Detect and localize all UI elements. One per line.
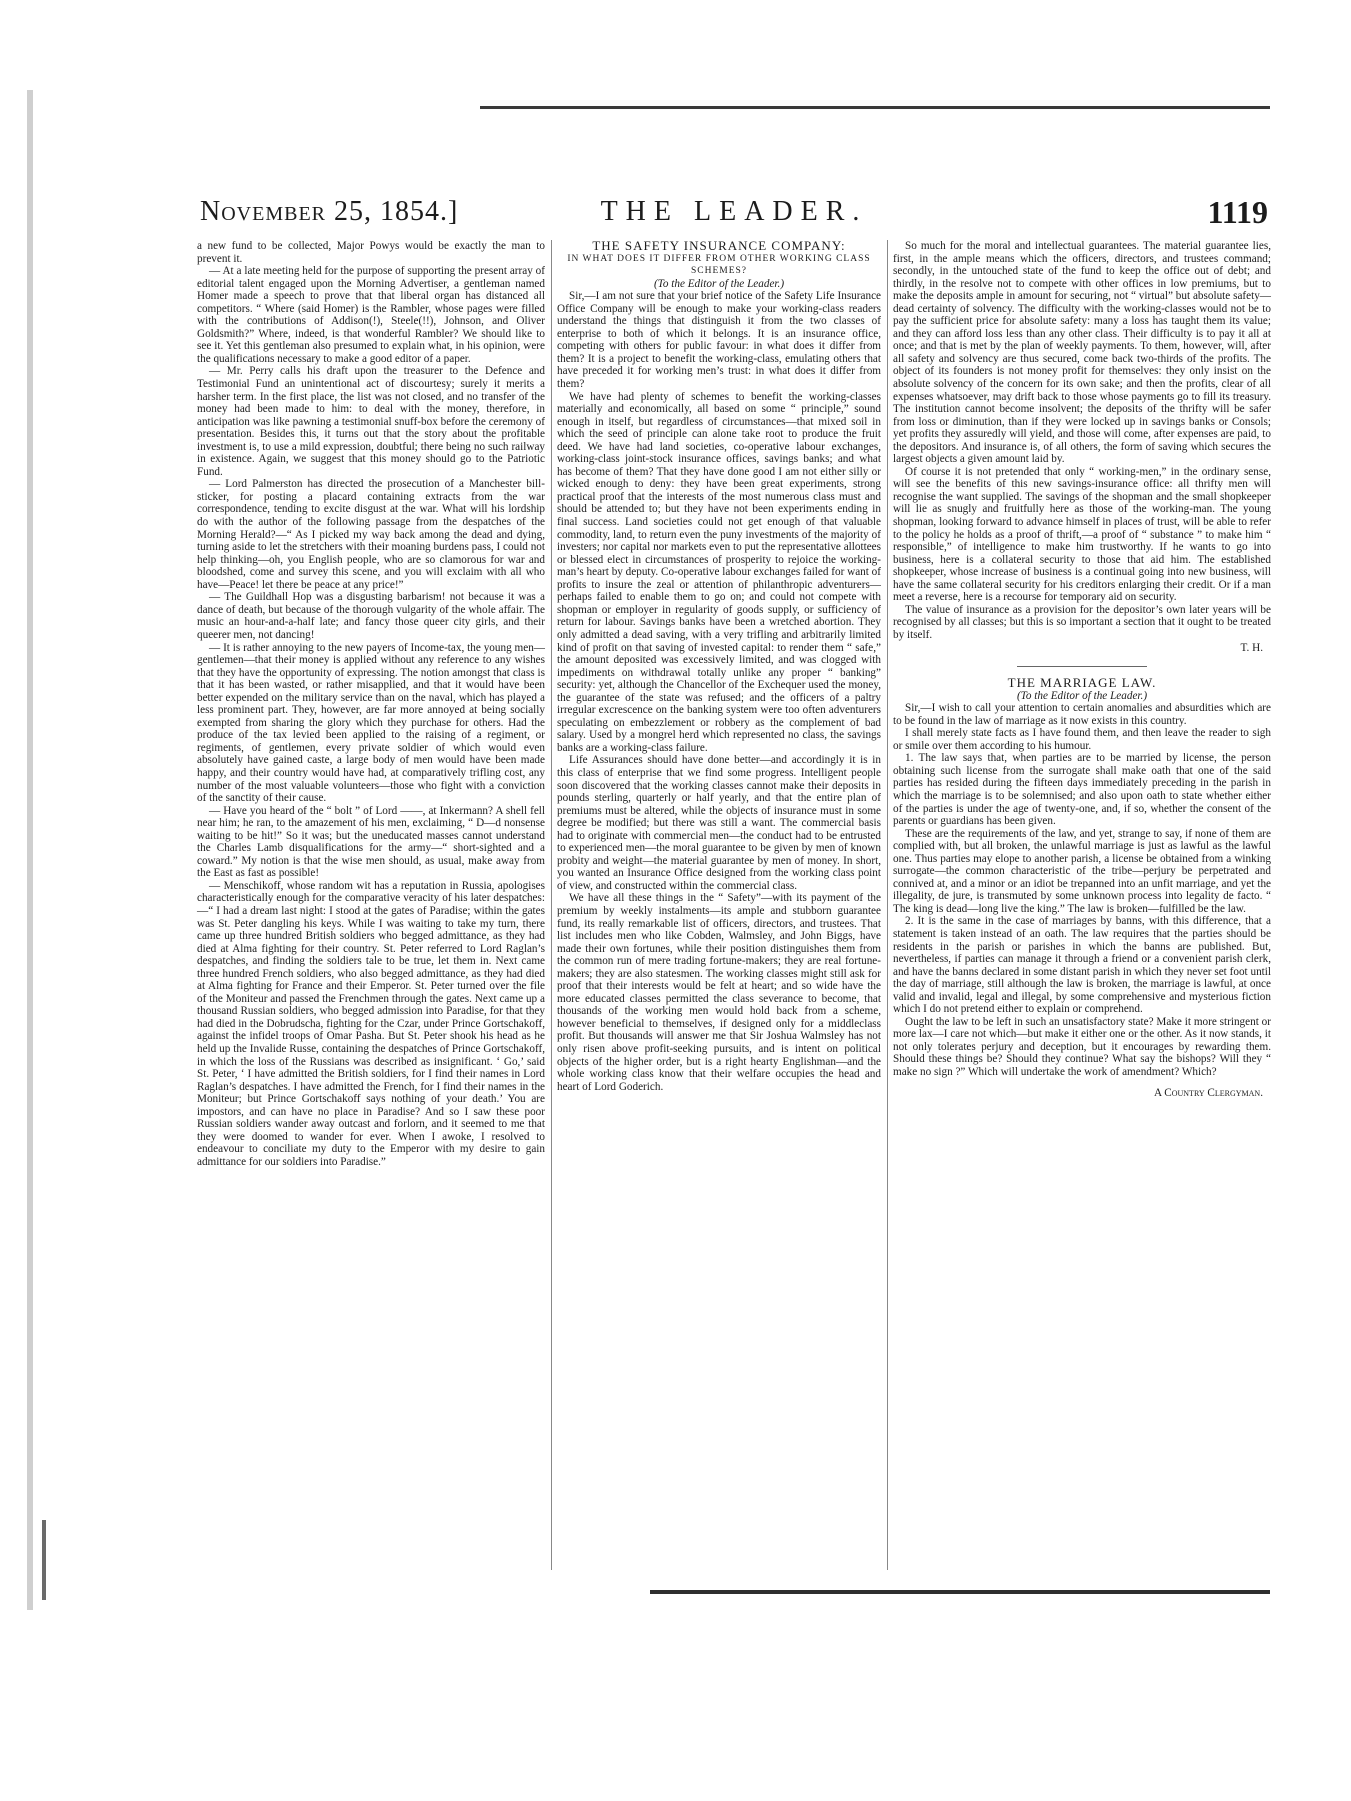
paragraph: I shall merely state facts as I have found them, and then leave the reader to sigh or smile over them according to his humour. (893, 727, 1271, 752)
top-border-rule (480, 106, 1270, 109)
issue-date: November 25, 1854.] (200, 196, 459, 227)
paragraph: So much for the moral and intellectual guarantees. The material guarantee lies, first, in the ample means which the officers, directors, and trustees command; secondly, in the untouched state of the fund to keep the office out of debt; and thirdly, in the resolve not to compete with other offices in low premiums, but to make the deposits ample in amount for securing, not “ virtual” but absolute safety—dead certainty of solvency. The difficulty with the working-classes would not be to pay the sufficient price for absolute safety: many a loss has taught them its value; and they can afford loss less than any other class. Their difficulty is to pay it all at once; and that is met by the plan of weekly payments. To them, however, will, after all safety and solvency are thus secured, come back two-thirds of the profits. The object of its founders is not money profit for themselves: they only insist on the absolute solvency of the concern for its own sake; and then the profits, clear of all expenses whatsoever, may drift back to those whose payments go to fill its treasury. The institution cannot become insolvent; the deposits of the thrifty will be safer from loss or diminution, than if they were locked up in savings banks or Consols; yet profits they assuredly will yield, and those will come, after expenses are paid, to the depositors. And insurance is, of all others, the form of saving which secures the largest objects a given amount laid by. (893, 240, 1271, 466)
article-subtitle: IN WHAT DOES IT DIFFER FROM OTHER WORKING CLASS SCHEMES? (567, 253, 871, 277)
paragraph: Life Assurances should have done better—and accordingly it is in this class of enterprise that we find some progress. Intelligent people soon discovered that the working classes cannot make their deposits in pounds sterling, quarterly or half yearly, and that the entire plan of premiums must be altered, while the objects of insurance must in some degree be modified; but there was still a want. The commercial basis had to originate with commercial men—the conduct had to be entrusted to experienced men—the moral guarantee to be given by men of known probity and weight—the material guarantee by men of money. In short, you wanted an Insurance Office designed from the working class point of view, and constructed within the commercial class. (557, 754, 881, 892)
paragraph: — It is rather annoying to the new payers of Income-tax, the young men—gentlemen—that their money is applied without any reference to any wishes that they have the opportunity of expressing. The notion amongst that class is that it has been wasted, or rather misapplied, and that it would have been better expended on the military service than on the naval, which has played a less prominent part. They, however, are far more annoyed at being socially exempted from sharing the glory which they purchase for others. Had the produce of the tax levied been applied to the raising of a regiment, or regiments, of gentlemen, every private soldier of which would even absolutely have gained caste, a large body of men would have been made happy, and their country would have had, at comparatively trifling cost, any number of the most valuable volunteers—those who fight with a conviction of the sanctity of their cause. (197, 641, 545, 805)
paragraph: — Lord Palmerston has directed the prosecution of a Manchester bill-sticker, for posting a placard containing extracts from the war correspondence, tending to excite disgust at the war. What will his lordship do with the author of the following passage from the despatches of the Morning Herald?—“ As I picked my way back among the dead and dying, turning aside to let the stretchers with their moaning burdens pass, I could not help thinking—oh, you English people, who are so clamorous for war and bloodshed, come and survey this scene, and you will exclaim with all who have—Peace! let there be peace at any price!” (197, 478, 545, 591)
paragraph: These are the requirements of the law, and yet, strange to say, if none of them are complied with, but all broken, the unlawful marriage is just as lawful as the lawful one. Thus parties may elope to another parish, a license be obtained from a winking surrogate—the common characteristic of the tribe—perjury be perpetrated and connived at, and a minor or an idiot be trepanned into an unfit marriage, and yet the illegality, de jure, is transmuted by some unknown process into legality de facto. “ The king is dead—long live the king.” The law is broken—fulfilled be the law. (893, 827, 1271, 915)
signature-country-clergyman: A Country Clergyman. (1154, 1086, 1263, 1099)
page-binding-mark (42, 1520, 46, 1600)
paragraph: The value of insurance as a provision for the depositor’s own later years will be recognised by all classes; but this is so important a section that it ought to be treated by itself. (893, 603, 1271, 641)
editor-note: (To the Editor of the Leader.) (1016, 689, 1148, 702)
article-title-marriage-law: THE MARRIAGE LAW. (1007, 675, 1157, 691)
column-divider-1 (551, 240, 552, 1570)
paragraph: — Mr. Perry calls his draft upon the treasurer to the Defence and Testimonial Fund an unintentional act of discourtesy; surely it merits a harsher term. In the first place, the list was not closed, and no transfer of the money had been made to him: to deal with the money, therefore, in anticipation was like pawning a testimonial snuff-box before the ceremony of presentation. Besides this, it turns out that the story about the profitable investment is, to use a mild expression, doubtful; there being no such railway in existence. Again, we suggest that this money should go to the Patriotic Fund. (197, 365, 545, 478)
newspaper-title: THE LEADER. (600, 196, 868, 227)
column-2 (557, 240, 881, 1093)
paragraph: Sir,—I am not sure that your brief notice of the Safety Life Insurance Office Company will be enough to make your working-class readers understand the things that distinguish it from the two classes of enterprise to both of which it belongs. It is an insurance office, competing with others for public favour: in what does it differ from them? It is a project to benefit the working-class, emulating others that have preceded it for working men’s trust: in what does it differ from them? (557, 290, 881, 391)
article-title-safety-insurance: THE SAFETY INSURANCE COMPANY: (592, 238, 846, 253)
page-binding-edge (27, 90, 33, 1610)
masthead (200, 196, 1268, 236)
column-3 (893, 240, 1271, 1099)
paragraph: 1. The law says that, when parties are to be married by license, the person obtaining such license from the surrogate shall make oath that one of the said parties has resided during the fifteen days immediately preceding in the parish in which the marriage is to be solemnised; and also upon oath to state whether either of the parties is under the age of twenty-one, and, if so, whether the consent of the parents or guardians has been given. (893, 752, 1271, 828)
page-number: 1119 (1207, 194, 1268, 230)
paragraph: We have had plenty of schemes to benefit the working-classes materially and economically, all based on some “ principle,” sound enough in itself, but regardless of circumstances—that mixed soil in which the seed of principle can alone take root to produce the fruit deed. We have had land societies, co-operative labour exchanges, working-class joint-stock insurance offices, savings banks; and what has become of them? That they have done good I am not either silly or wicked enough to deny: they have been great experiments, strong practical proof that the interests of the most numerous class must and should be attended to; but they have not been experiments ending in final success. Land societies could not get enough of that valuable commodity, land, to return even the puny investments of the majority of investers; nor capital nor markets even to put the representative allottees or blessed elect in circumstances of prosperity to rejoice the working-man’s heart by deputy. Co-operative labour exchanges failed for want of profits to insure the zeal or attention of philanthropic adventurers—perhaps failed to enable them to go on; and could not compete with shopman or employer in regularity of goods supply, or sufficiency of return for labour. Savings banks have been a wretched abortion. They only admitted a dead saving, with a very trifling and arbitrarily limited kind of profit on that saving of invested capital: to render them “ safe,” the amount deposited was excessively limited, and was clogged with impediments on withdrawal totally unlike any proper “ banking” security: yet, although the Chancellor of the Exchequer used the money, the guarantee of the state was refused; and the officers of a paltry irregular excrescence on the banking system were too often adventurers speculating on embezzlement or robbery as the complement of bad salary. Used by a mongrel herd which represented no class, the savings banks are a working-class failure. (557, 390, 881, 754)
bottom-border-rule (650, 1590, 1270, 1594)
paragraph: Sir,—I wish to call your attention to certain anomalies and absurdities which are to be found in the law of marriage as it now exists in this country. (893, 702, 1271, 727)
paragraph: — Have you heard of the “ bolt ” of Lord ——, at Inkermann? A shell fell near him; he ran, to the amazement of his men, exclaiming, “ D—d nonsense waiting to be hit!” So it was; but the uneducated masses cannot understand the Charles Lamb disqualifications for the army—“ short-sighted and a coward.” My notion is that the wise men should, as usual, make away from the East as fast as possible! (197, 804, 545, 880)
paragraph: — Menschikoff, whose random wit has a reputation in Russia, apologises characteristically enough for the comparative veracity of his later despatches:—“ I had a dream last night: I stood at the gates of Paradise; within the gates was St. Peter dangling his keys. While I was waiting to take my turn, there came up three hundred British soldiers who begged admittance, as they had died at Alma fighting for their country. St. Peter referred to Lord Raglan’s despatches, and finding the soldiers tale to be true, let them in. Next came three hundred French soldiers, who also begged admittance, as they had died at Alma fighting for France and their Emperor. St. Peter turned over the file of the Moniteur and passed the Frenchmen through the gates. Next came up a thousand Russian soldiers, who begged admission into Paradise, for that they had died in the Dobrudscha, fighting for the Czar, under Prince Gortschakoff, against the infidel troops of Omar Pasha. But St. Peter shook his head as he held up the Invalide Russe, containing the despatches of Prince Gortschakoff, in which the loss of the Russians was described as insignificant. ‘ Go,’ said St. Peter, ‘ I have admitted the British soldiers, for I find their names in Lord Raglan’s despatches. I have admitted the French, for I find their names in the Moniteur; but Prince Gortschakoff says nothing of your death.’ You are impostors, and can have no place in Paradise? And so I saw these poor Russian soldiers wander away outcast and forlorn, and it seemed to me that they were doomed to wander for ever. When I awoke, I resolved to endeavour to conciliate my duty to the Emperor with my desire to gain admittance for our soldiers into Paradise.” (197, 879, 545, 1168)
signature-th: T. H. (1240, 641, 1263, 654)
article-separator-rule (1017, 666, 1147, 667)
column-divider-2 (887, 240, 888, 1570)
paragraph: Ought the law to be left in such an unsatisfactory state? Make it more stringent or more lax—I care not which—but make it either one or the other. As it now stands, it not only tolerates perjury and deception, but it encourages by rewarding them. Should these things be? Should they continue? What say the bishops? Will they “ make no sign ?” Which will undertake the work of amendment? Which? (893, 1015, 1271, 1078)
paragraph: — The Guildhall Hop was a disgusting barbarism! not because it was a dance of death, but because of the thorough vulgarity of the whole affair. The music an hour-and-a-half late; and fancy those queer city girls, and their queerer men, not dancing! (197, 591, 545, 641)
column-1 (197, 240, 545, 1168)
paragraph: Of course it is not pretended that only “ working-men,” in the ordinary sense, will see the benefits of this new savings-insurance office: all thrifty men will recognise the want supplied. The savings of the shopman and the small shopkeeper will lie as snugly and fruitfully here as those of the working-man. The young shopman, looking forward to advance himself in places of trust, will be able to refer to the policy he holds as a proof of thrift,—a proof of “ substance ” to make him “ responsible,” of intelligence to make him trustworthy. If he wants to go into business, here is a collateral security to those that aid him. The established shopkeeper, whose increase of business is a continual going into new business, will have the same collateral security for his creditors enlarging their credit. Or if a man meet a reverse, here is a recourse for temporary aid on security. (893, 465, 1271, 604)
paragraph: a new fund to be collected, Major Powys would be exactly the man to prevent it. (197, 240, 545, 265)
paragraph: 2. It is the same in the case of marriages by banns, with this difference, that a statement is taken instead of an oath. The law requires that the parties should be residents in the parish or parishes in which the banns are published. But, nevertheless, if parties can manage it through a friend or a convenient parish clerk, and have the banns declared in some distant parish in which they never set foot until the day of marriage, still although the law is broken, the marriage is lawful, at once valid and invalid, legal and illegal, by some comprehensive and mysterious fiction which I do not pretend either to explain or comprehend. (893, 915, 1271, 1016)
paragraph: We have all these things in the “ Safety”—with its payment of the premium by weekly instalments—its ample and stubborn guarantee fund, its really remarkable list of officers, directors, and trustees. That list includes men who like Cobden, Walmsley, and John Biggs, have made their own fortunes, while their position distinguishes them from the common run of mere trading fortune-makers; they are real fortune-makers; they are also statesmen. The working classes might still ask for proof that their interests would be felt at heart; and so wide have the more educated classes permitted the class severance to become, that thousands of the working men would hold back from a scheme, however beneficial to themselves, if designed only for a middleclass profit. But thousands will answer me that Sir Joshua Walmsley has not only risen above profit-seeking pursuits, and is intent on political objects of the higher order, but is a right hearty Englishman—and the whole working class know that their welfare occupies the head and heart of Lord Goderich. (557, 892, 881, 1093)
paragraph: — At a late meeting held for the purpose of supporting the present array of editorial talent engaged upon the Morning Advertiser, a gentleman named Homer made a speech to prove that that liberal organ has distanced all competitors. “ Where (said Homer) is the Rambler, whose pages were filled with the contributions of Addison(!), Steele(!!), Johnson, and Oliver Goldsmith?” Where, indeed, is that wonderful Rambler? We should like to see it. Yet this gentleman also presumed to explain what, in his opinion, were the qualifications necessary to make a good editor of a paper. (197, 265, 545, 365)
editor-note: (To the Editor of the Leader.) (653, 277, 785, 290)
